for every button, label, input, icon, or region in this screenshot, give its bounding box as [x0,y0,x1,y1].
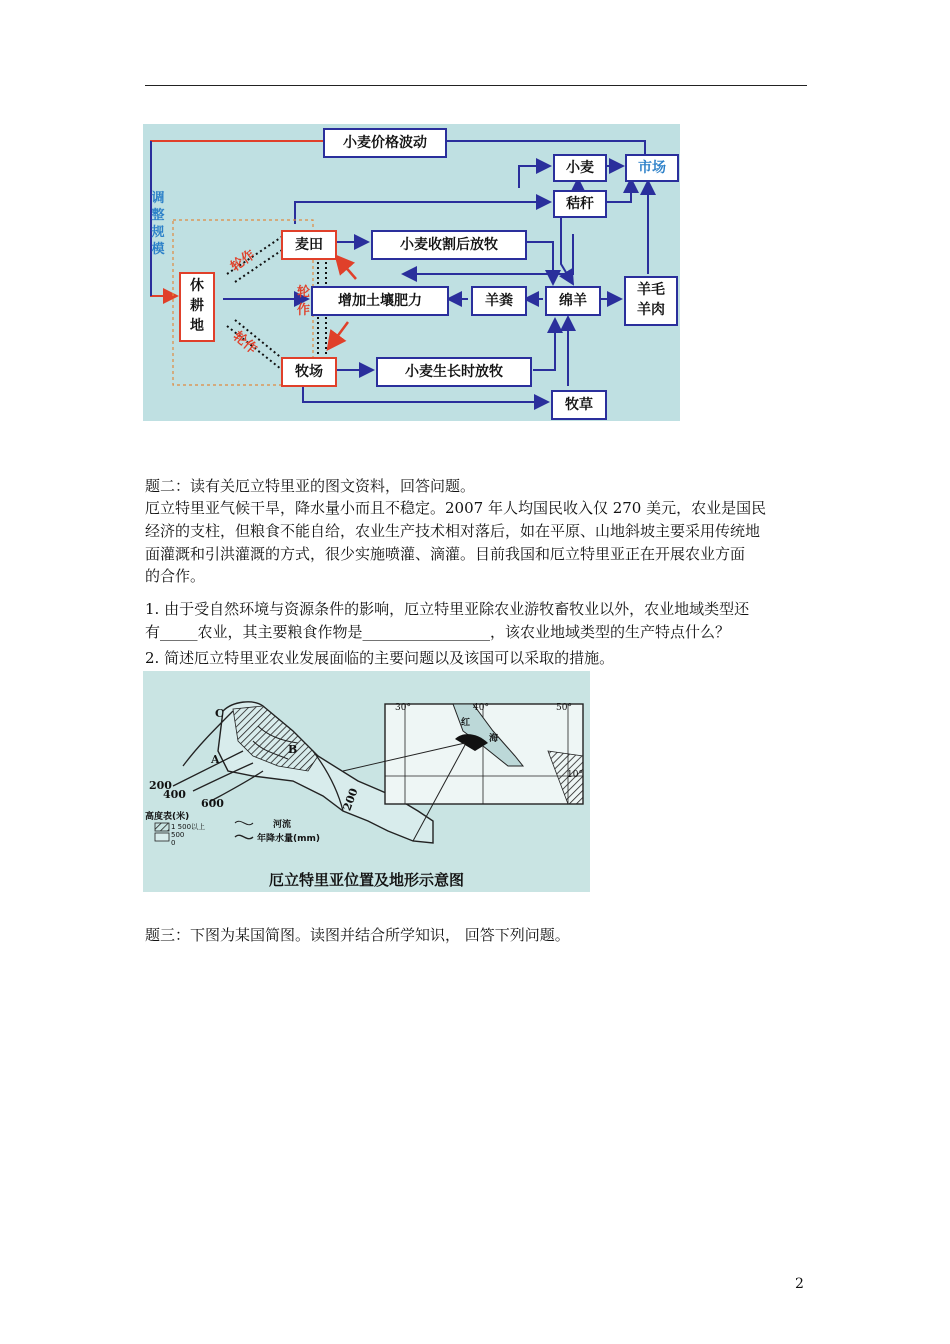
adjust-scale-label: 调 整 规 模 [151,191,165,257]
label-b: B [288,743,298,756]
rotation-tag-middle: 轮作 [297,285,311,318]
eritrea-map-figure [143,671,590,892]
header-rule [145,85,807,86]
wheat-field-box: 麦田 [281,230,337,260]
wool-meat-box: 羊毛 羊肉 [624,276,678,326]
inset-lat-10: 10° [567,770,583,780]
sheep-manure-box: 羊粪 [471,286,527,316]
label-c: C [215,707,224,720]
legend-high: 1 500以上 [171,823,206,831]
question1-line2: 有_____农业，其主要粮食作物是_________________，该农业地域类型的生产特点什么？ [145,623,731,641]
farming-flow-diagram [143,124,680,421]
forage-box: 牧草 [551,390,607,420]
section3-heading: 题三：下图为某国简图。读图并结合所学知识， 回答下列问题。 [145,926,570,944]
market-box: 市场 [625,154,679,182]
inset-sea: 海 [489,734,499,744]
inset-lon-30: 30° [395,703,411,713]
fallow-box: 休 耕 地 [179,272,215,342]
graze-growing-box: 小麦生长时放牧 [376,357,532,387]
soil-fertility-box: 增加土壤肥力 [311,286,449,316]
inset-lon-50: 50° [556,703,572,713]
sheep-box: 绵羊 [545,286,601,316]
map-caption: 厄立特里亚位置及地形示意图 [268,871,464,889]
legend-river: 河流 [273,820,292,830]
graze-after-harvest-box: 小麦收割后放牧 [371,230,527,260]
isoline-200b: 200 [340,786,361,813]
label-a: A [211,753,220,766]
isoline-400: 400 [163,788,186,801]
pasture-box: 牧场 [281,357,337,387]
page-number: 2 [795,1276,804,1292]
wheat-box: 小麦 [553,154,607,182]
legend-mid: 500 [171,831,185,839]
inset-red: 红 [461,718,471,728]
inset-lon-40: 40° [473,703,489,713]
isoline-200: 200 [149,779,172,792]
rotation-tag-top: 轮作 [228,247,259,275]
legend-title: 高度表(米) [145,812,190,822]
legend-rain: 年降水量(mm) [257,834,320,844]
rotation-tag-bottom: 轮作 [229,328,260,358]
section2-heading: 题二：读有关厄立特里亚的图文资料，回答问题。 [145,477,476,495]
question1-line1: 1. 由于受自然环境与资源条件的影响，厄立特里亚除农业游牧畜牧业以外，农业地域类型还 [145,600,750,618]
legend-zero: 0 [171,839,176,847]
wheat-price-box: 小麦价格波动 [323,128,447,158]
straw-box: 秸秆 [553,190,607,218]
section2-line2: 经济的支柱，但粮食不能自给，农业生产技术相对落后，如在平原、山地斜坡主要采用传统地 [145,522,761,540]
question2: 2. 简述厄立特里亚农业发展面临的主要问题以及该国可以采取的措施。 [145,649,615,667]
isoline-600: 600 [201,797,224,810]
section2-line4: 的合作。 [145,567,206,585]
section2-line3: 面灌溉和引洪灌溉的方式，很少实施喷灌、滴灌。目前我国和厄立特里亚正在开展农业方面 [145,545,746,563]
section2-line1: 厄立特里亚气候干旱，降水量小而且不稳定。2007 年人均国民收入仅 270 美元，农业是国民 [145,499,767,517]
